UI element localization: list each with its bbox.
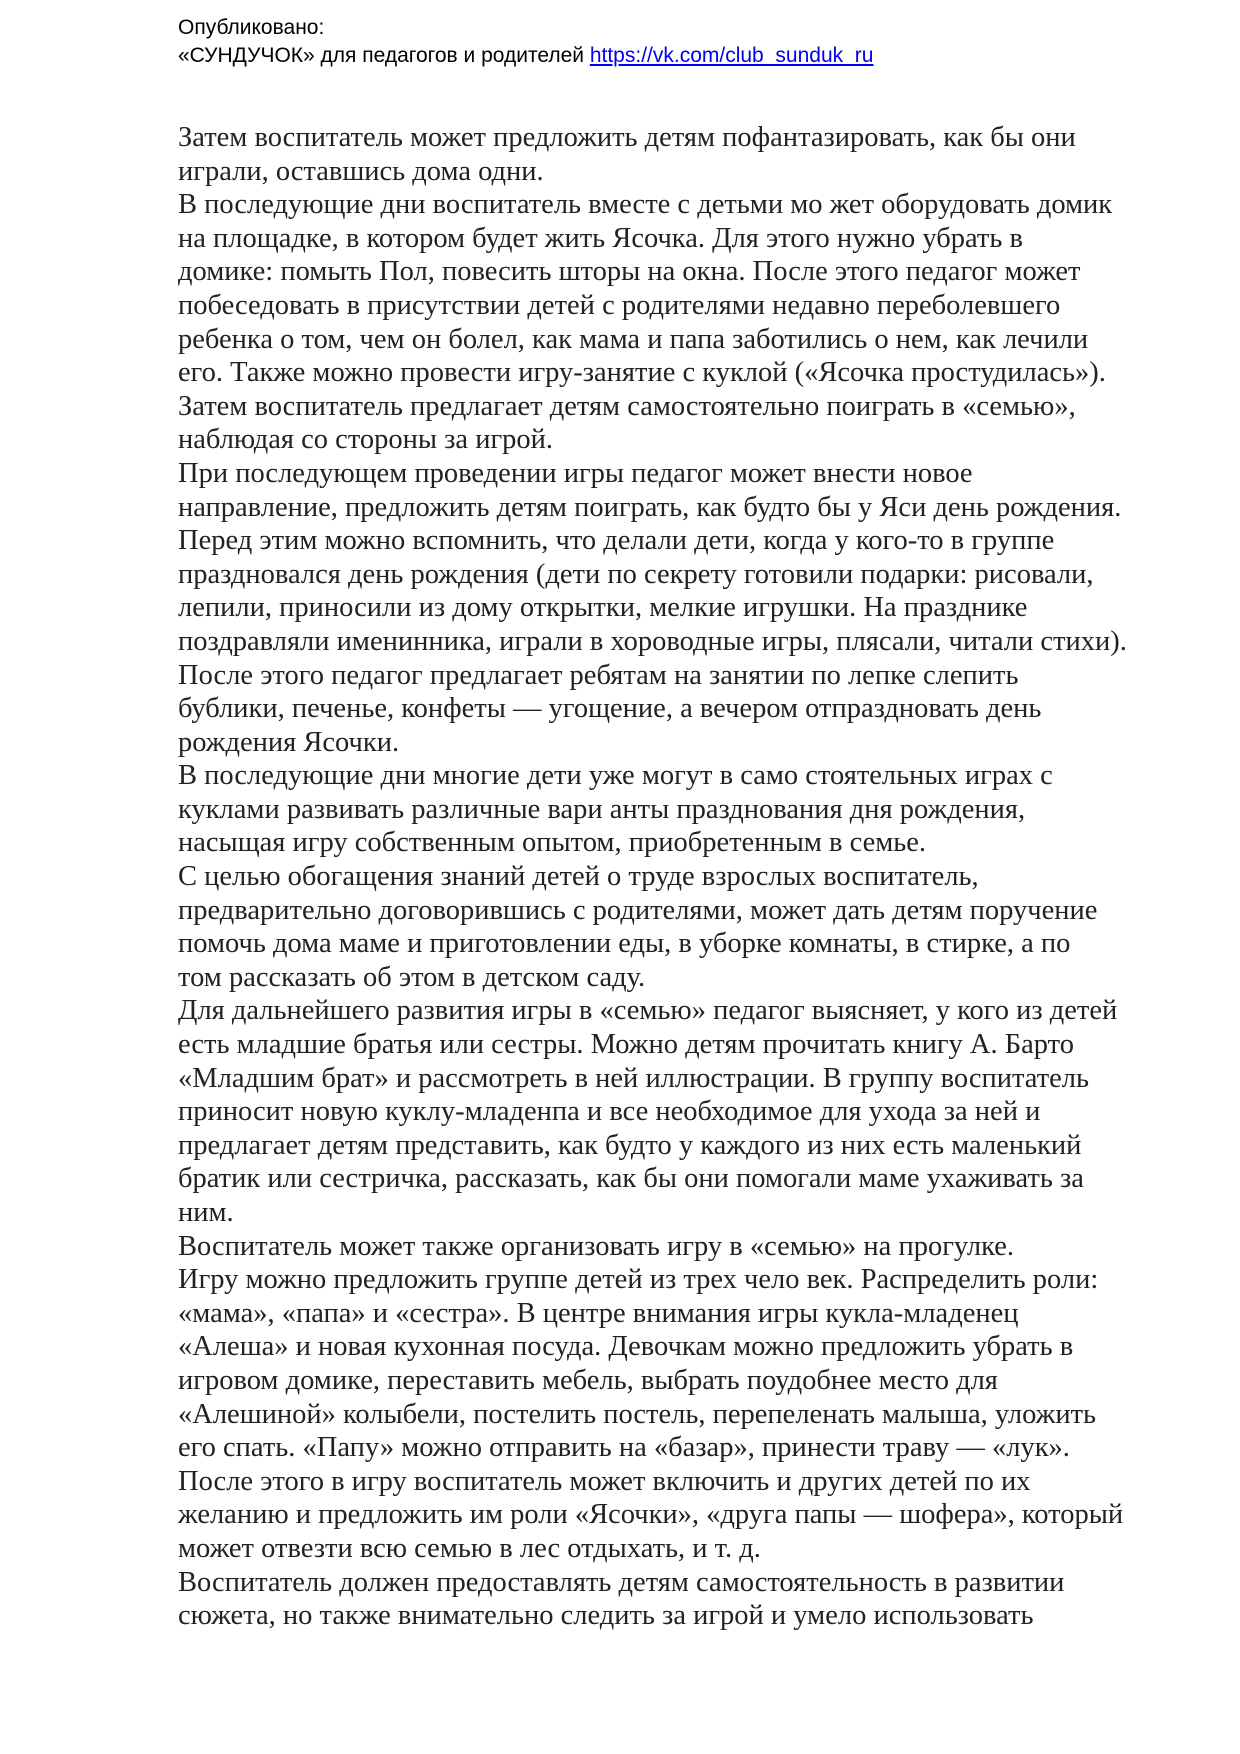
text-line: При последующем проведении игры педагог может внести новое [178,457,973,489]
text-line: приносит новую куклу-младенпа и все необходимое для ухода за ней и [178,1096,1041,1128]
source-line [178,42,1178,70]
text-line: Для дальнейшего развития игры в «семью» педагог выясняет, у кого из детей [178,995,1118,1027]
text-line: игровом домике, переставить мебель, выбрать поудобнее место для [178,1364,998,1396]
text-line: желанию и предложить им роли «Ясочки», «друга папы — шофера», который [178,1499,1124,1531]
text-line: сюжета, но также внимательно следить за игрой и умело использовать [178,1600,1034,1632]
text-line: может отвезти всю семью в лес отдыхать, и т. д. [178,1532,761,1564]
text-line: С целью обогащения знаний детей о труде взрослых воспитатель, [178,861,979,893]
text-line: побеседовать в присутствии детей с родителями недавно переболевшего [178,289,1061,321]
text-line: рождения Ясочки. [178,726,400,758]
text-line: предлагает детям представить, как будто у каждого из них есть маленький [178,1129,1082,1161]
text-line: «Алешиной» колыбели, постелить постель, перепеленать малыша, уложить [178,1398,1097,1430]
text-line: После этого педагог предлагает ребятам на занятии по лепке слепить [178,659,1019,691]
text-line: В последующие дни многие дети уже могут в само стоятельных играх с [178,760,1053,792]
text-line: направление, предложить детям поиграть, как будто бы у Яси день рождения. [178,491,1122,523]
publication-header [178,14,1178,70]
source-link[interactable]: https://vk.com/club_sunduk_ru [589,44,874,67]
text-line: играли, оставшись дома одни. [178,155,544,187]
text-line: Игру можно предложить группе детей из трех чело век. Распределить роли: [178,1264,1099,1296]
text-line: ребенка о том, чем он болел, как мама и папа заботились о нем, как лечили [178,323,1089,355]
text-line: на площадке, в котором будет жить Ясочка. Для этого нужно убрать в [178,222,1023,254]
text-line: В последующие дни воспитатель вместе с детьми мо жет оборудовать домик [178,189,1113,221]
text-line: наблюдая со стороны за игрой. [178,424,554,456]
text-line: праздновался день рождения (дети по секрету готовили подарки: рисовали, [178,558,1094,590]
source-text: «СУНДУЧОК» для педагогов и родителей [178,44,584,67]
text-line: бублики, печенье, конфеты — угощение, а вечером отпраздновать день [178,693,1042,725]
text-line: После этого в игру воспитатель может включить и других детей по их [178,1465,1031,1497]
article-body [178,121,1178,1633]
text-line: есть младшие братья или сестры. Можно детям прочитать книгу А. Барто [178,1029,1074,1061]
text-line: ним. [178,1197,234,1228]
text-line: лепили, приносили из дому открытки, мелкие игрушки. На празднике [178,592,1028,624]
text-line: предварительно договорившись с родителями, может дать детям поручение [178,894,1098,926]
text-line: домике: помыть Пол, повесить шторы на окна. После этого педагог может [178,256,1081,288]
published-label: Опубликовано: [178,16,325,39]
text-line: Перед этим можно вспомнить, что делали дети, когда у кого-то в группе [178,525,1055,557]
text-line: поздравляли именинника, играли в хороводные игры, плясали, читали стихи). [178,625,1127,657]
text-line: его. Также можно провести игру-занятие с куклой («Ясочка простудилась»). [178,357,1106,389]
text-line: том рассказать об этом в детском саду. [178,961,646,993]
text-line: помочь дома маме и приготовлении еды, в уборке комнаты, в стирке, а по [178,928,1071,960]
text-line: Воспитатель должен предоставлять детям самостоятельность в развитии [178,1566,1065,1598]
text-line: «мама», «папа» и «сестра». В центре внимания игры кукла-младенец [178,1297,1019,1329]
text-line: его спать. «Папу» можно отправить на «базар», принести траву — «лук». [178,1432,1070,1464]
text-line: куклами развивать различные вари анты празднования дня рождения, [178,793,1026,825]
text-line: насыщая игру собственным опытом, приобретенным в семье. [178,827,927,859]
text-line: «Младшим брат» и рассмотреть в ней иллюстрации. В группу воспитатель [178,1062,1090,1094]
text-line: Затем воспитатель предлагает детям самостоятельно поиграть в «семью», [178,390,1076,422]
text-line: братик или сестричка, рассказать, как бы они помогали маме ухаживать за [178,1163,1084,1195]
text-line: Затем воспитатель может предложить детям пофантазировать, как бы они [178,122,1076,153]
text-line: Воспитатель может также организовать игру в «семью» на прогулке. [178,1230,1015,1262]
text-line: «Алеша» и новая кухонная посуда. Девочкам можно предложить убрать в [178,1331,1074,1363]
